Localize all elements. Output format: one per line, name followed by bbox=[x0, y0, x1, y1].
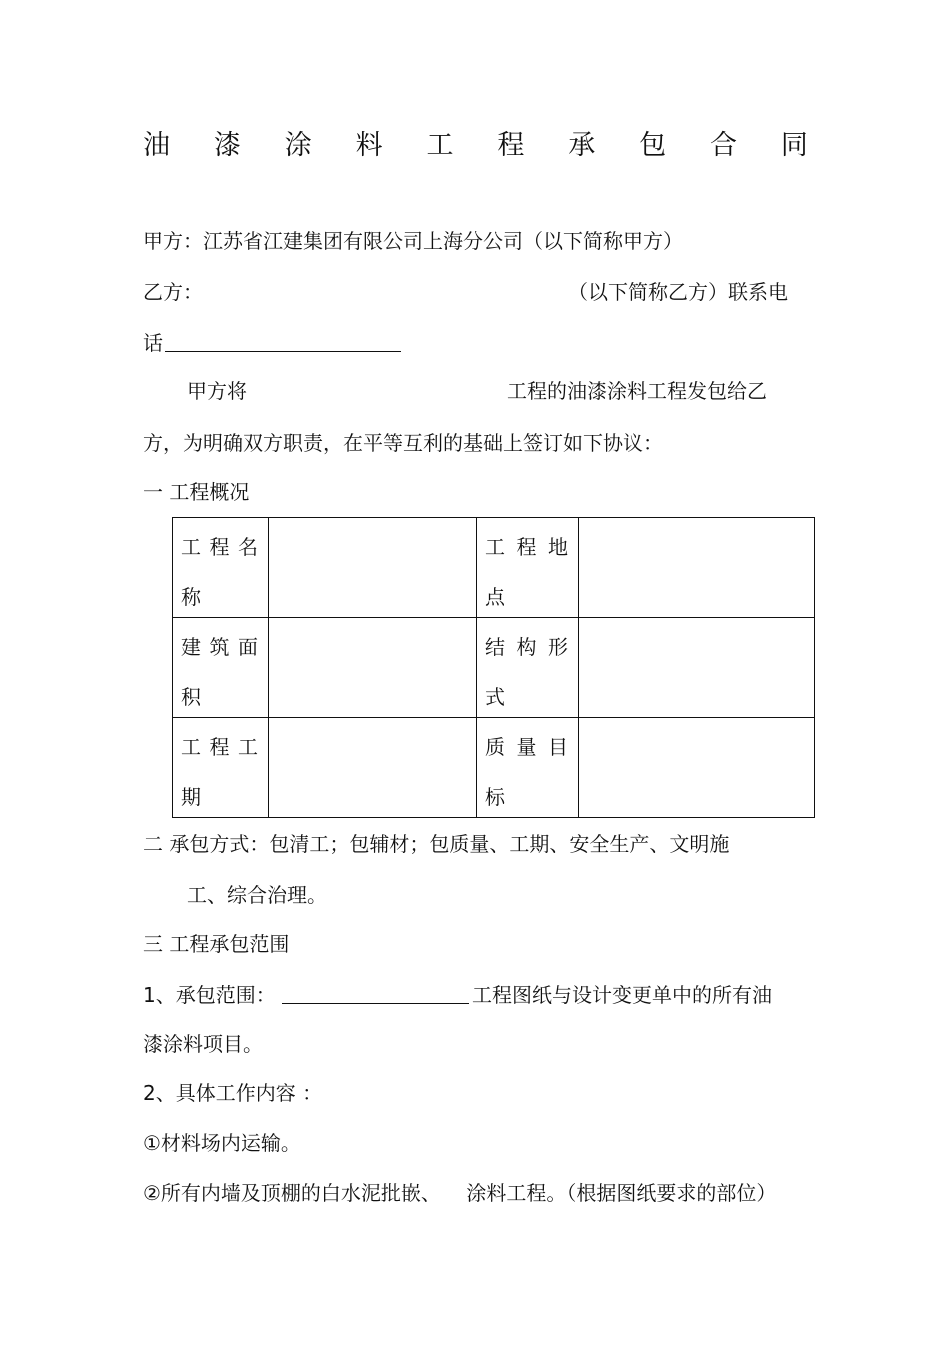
intro-end: 方，为明确双方职责，在平等互利的基础上签订如下协议： bbox=[143, 431, 663, 455]
label-char: 称 bbox=[181, 585, 201, 609]
label-char: 工 bbox=[238, 735, 258, 759]
scope-label: 1、承包范围： bbox=[143, 983, 276, 1007]
label-char: 工 bbox=[485, 535, 505, 559]
label-char: 名 bbox=[238, 535, 258, 559]
label-cell bbox=[173, 618, 269, 718]
title-char: 承 bbox=[568, 129, 596, 161]
label-cell bbox=[477, 518, 579, 618]
label-cell bbox=[173, 518, 269, 618]
value-cell[interactable] bbox=[269, 618, 477, 718]
label-char: 点 bbox=[485, 585, 505, 609]
work-content-heading: 2、具体工作内容 ： bbox=[143, 1081, 323, 1105]
label-char: 建 bbox=[181, 635, 201, 659]
work-item-2: ②所有内墙及顶棚的白水泥批嵌、 涂料工程。（根据图纸要求的部位） bbox=[143, 1181, 777, 1205]
section-1-heading: 一 工程概况 bbox=[143, 480, 250, 504]
title-char: 涂 bbox=[284, 129, 312, 161]
table-row bbox=[173, 618, 815, 718]
title-char: 油 bbox=[143, 129, 170, 161]
label-char: 构 bbox=[516, 635, 537, 659]
label-char: 量 bbox=[516, 735, 537, 759]
label-char: 工 bbox=[181, 735, 201, 759]
intro-middle: 工程的油漆涂料工程发包给乙 bbox=[507, 379, 767, 403]
scope-blank-line[interactable] bbox=[282, 1003, 469, 1004]
title-char: 工 bbox=[426, 129, 454, 161]
title-char: 漆 bbox=[213, 129, 241, 161]
label-char: 地 bbox=[548, 535, 568, 559]
scope-text: 工程图纸与设计变更单中的所有油 bbox=[472, 983, 772, 1007]
party-b-suffix: （以下简称乙方）联系电 bbox=[568, 280, 788, 304]
label-char: 标 bbox=[485, 785, 505, 809]
label-cell bbox=[477, 618, 579, 718]
value-cell[interactable] bbox=[579, 518, 815, 618]
scope-text-continued: 漆涂料项目。 bbox=[143, 1032, 263, 1056]
section-2-line-1: 二 承包方式：包清工；包辅材；包质量、工期、安全生产、文明施 bbox=[143, 832, 730, 856]
label-char: 期 bbox=[181, 785, 201, 809]
party-b-label: 乙方： bbox=[143, 280, 203, 304]
title-char: 合 bbox=[710, 129, 737, 161]
intro-start: 甲方将 bbox=[187, 379, 247, 403]
value-cell[interactable] bbox=[579, 718, 815, 818]
party-a-line: 甲方：江苏省江建集团有限公司上海分公司（以下简称甲方） bbox=[143, 229, 683, 253]
section-2-line-2: 工、综合治理。 bbox=[187, 883, 327, 907]
phone-blank-line[interactable] bbox=[165, 351, 401, 352]
value-cell[interactable] bbox=[269, 718, 477, 818]
label-char: 筑 bbox=[209, 635, 230, 659]
label-char: 程 bbox=[209, 735, 230, 759]
title-char: 包 bbox=[639, 129, 667, 161]
label-char: 程 bbox=[209, 535, 230, 559]
label-char: 目 bbox=[548, 735, 568, 759]
label-cell bbox=[477, 718, 579, 818]
title-char: 程 bbox=[497, 129, 525, 161]
label-char: 程 bbox=[516, 535, 537, 559]
label-char: 结 bbox=[485, 635, 505, 659]
table-row bbox=[173, 518, 815, 618]
label-char: 式 bbox=[485, 685, 505, 709]
title-char: 料 bbox=[355, 129, 383, 161]
label-char: 面 bbox=[238, 635, 258, 659]
project-info-table bbox=[172, 517, 815, 818]
label-char: 工 bbox=[181, 535, 201, 559]
phone-label: 话 bbox=[143, 331, 163, 355]
label-cell bbox=[173, 718, 269, 818]
work-item-1: ①材料场内运输。 bbox=[143, 1131, 301, 1155]
label-char: 形 bbox=[548, 635, 568, 659]
label-char: 质 bbox=[485, 735, 505, 759]
document-title bbox=[143, 124, 808, 160]
value-cell[interactable] bbox=[579, 618, 815, 718]
value-cell[interactable] bbox=[269, 518, 477, 618]
section-3-heading: 三 工程承包范围 bbox=[143, 932, 290, 956]
table-row bbox=[173, 718, 815, 818]
label-char: 积 bbox=[181, 685, 201, 709]
title-char: 同 bbox=[780, 129, 808, 161]
